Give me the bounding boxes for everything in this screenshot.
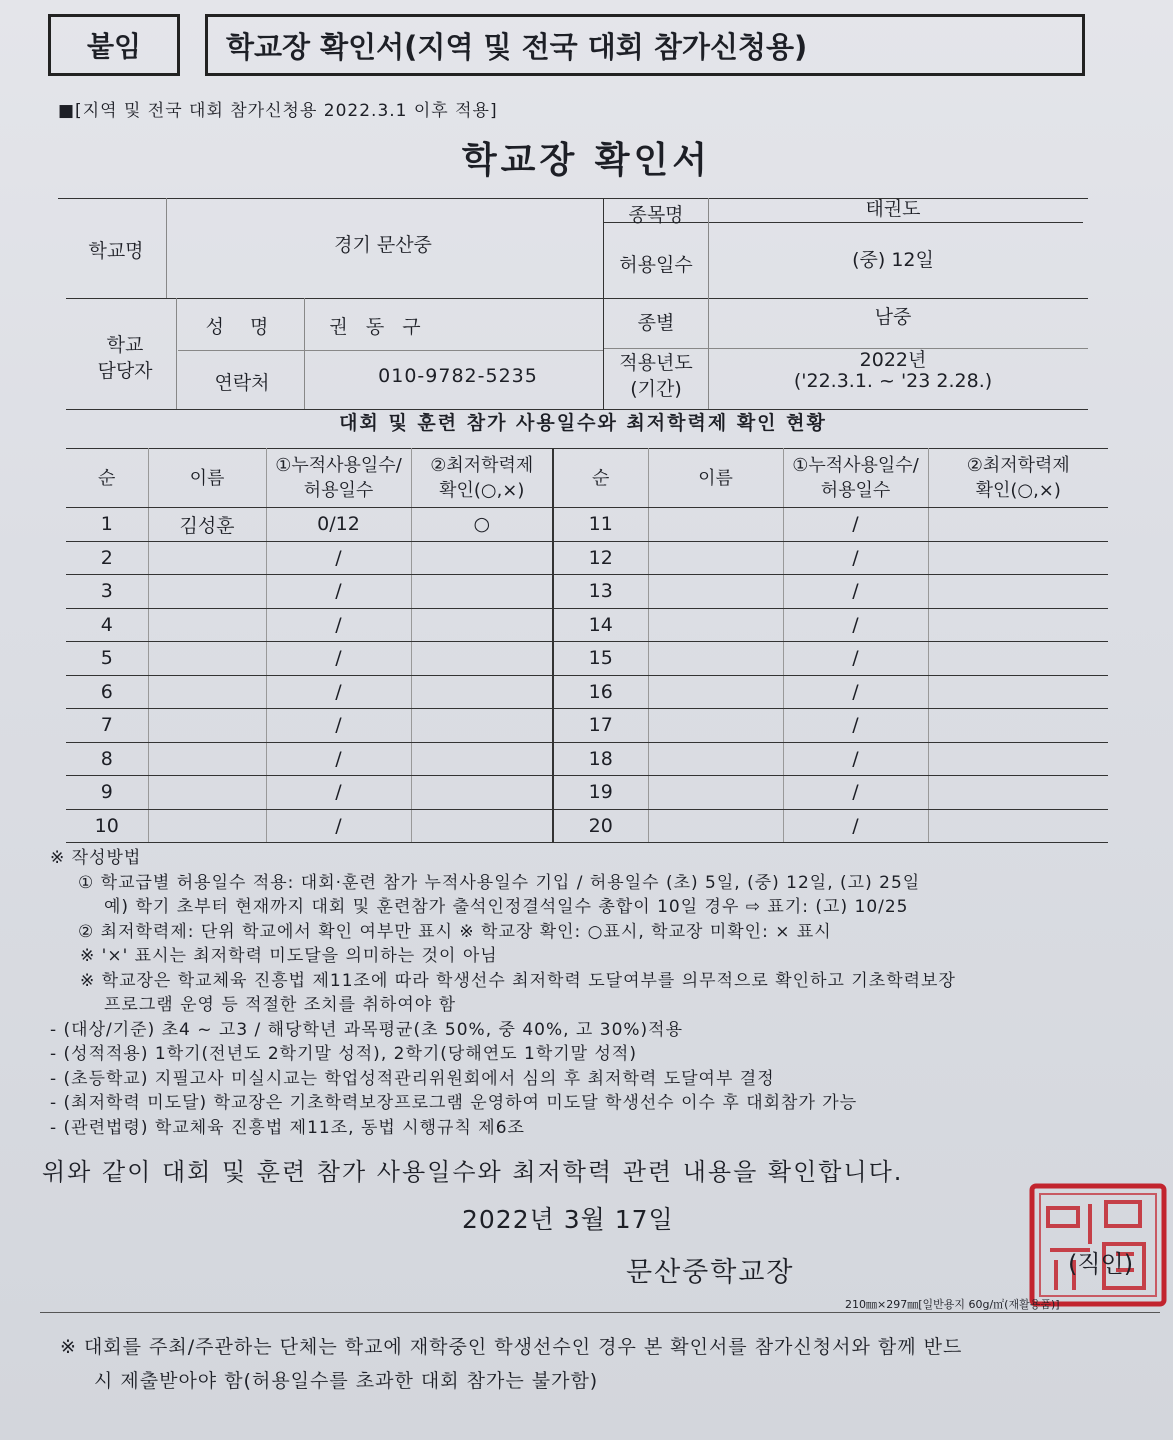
cell-no: 3: [66, 575, 148, 609]
cell-no: 1: [66, 508, 148, 542]
instruction-line: - (초등학교) 지필고사 미실시교는 학업성적관리위원회에서 심의 후 최저학력 도달여부 결정: [50, 1068, 775, 1089]
participation-table: [66, 448, 1108, 843]
cell-days: /: [783, 809, 928, 843]
header-name: 이름: [648, 449, 783, 508]
cell-no: 5: [66, 642, 148, 676]
cell-name: [148, 642, 266, 676]
cell-days: 0/12: [266, 508, 411, 542]
footnote-line1: ※ 대회를 주최/주관하는 단체는 학교에 재학중인 학생선수인 경우 본 확인서를 참가신청서와 함께 반드: [60, 1336, 963, 1358]
cell-name: [648, 575, 783, 609]
cell-check: [928, 742, 1108, 776]
cell-days: /: [783, 508, 928, 542]
cell-name: [148, 809, 266, 843]
cell-days: /: [266, 776, 411, 810]
cell-check: [928, 508, 1108, 542]
cell-check: [411, 809, 553, 843]
header-no: 순: [553, 449, 648, 508]
manager-label-line2: 담당자: [97, 360, 153, 382]
table-row: [66, 642, 1108, 676]
school-value: 경기 문산중: [334, 234, 432, 256]
header-check: ②최저학력제 확인(○,×): [928, 449, 1108, 508]
document-title: 학교장 확인서: [461, 140, 712, 181]
year-label-line2: (기간): [630, 378, 682, 400]
instruction-line: ① 학교급별 허용일수 적용: 대회·훈련 참가 누적사용일수 기입 / 허용일수 (초) 5일, (중) 12일, (고) 25일: [78, 872, 921, 893]
cell-no: 17: [553, 709, 648, 743]
status-section-title: 대회 및 훈련 참가 사용일수와 최저학력제 확인 현황: [339, 412, 827, 434]
instruction-line: ※ 학교장은 학교체육 진흥법 제11조에 따라 학생선수 최저학력 도달여부를 의무적으로 확인하고 기초학력보장: [80, 970, 956, 991]
cell-name: [648, 709, 783, 743]
cell-check: [411, 742, 553, 776]
form-title: 학교장 확인서(지역 및 전국 대회 참가신청용): [205, 14, 1085, 76]
cell-days: /: [266, 575, 411, 609]
cell-days: /: [783, 742, 928, 776]
table-row: [66, 575, 1108, 609]
instructions-section: [50, 846, 1150, 1140]
cell-no: 9: [66, 776, 148, 810]
cell-days: /: [266, 608, 411, 642]
cell-name: [148, 675, 266, 709]
cell-name: [648, 508, 783, 542]
seal-label: (직인): [1068, 1250, 1134, 1278]
sport-value: 태권도: [865, 198, 921, 220]
cell-check: [411, 541, 553, 575]
instruction-line: ※ 작성방법: [50, 848, 142, 868]
cell-no: 10: [66, 809, 148, 843]
allowed-days-label: 허용일수: [619, 254, 693, 276]
cell-check: [928, 608, 1108, 642]
instruction-line: ※ '×' 표시는 최저학력 미도달을 의미하는 것이 아님: [80, 946, 498, 966]
instruction-line: - (관련법령) 학교체육 진흥법 제11조, 동법 시행규칙 제6조: [50, 1117, 525, 1138]
cell-days: /: [266, 709, 411, 743]
contact-value: 010-9782-5235: [378, 365, 538, 387]
cell-check: [928, 776, 1108, 810]
cell-check: [928, 575, 1108, 609]
table-row: [66, 508, 1108, 542]
cell-no: 20: [553, 809, 648, 843]
cell-check: [928, 642, 1108, 676]
table-row: [66, 675, 1108, 709]
instruction-line: 예) 학기 초부터 현재까지 대회 및 훈련참가 출석인정결석일수 총합이 10일 경우 ⇨ 표기: (고) 10/25: [104, 897, 909, 917]
sport-label: 종목명: [628, 204, 684, 226]
table-row: [66, 709, 1108, 743]
cell-no: 7: [66, 709, 148, 743]
confirmation-statement: 위와 같이 대회 및 훈련 참가 사용일수와 최저학력 관련 내용을 확인합니다.: [42, 1158, 904, 1186]
category-value: 남중: [874, 306, 912, 328]
cell-check: [411, 675, 553, 709]
cell-name: 김성훈: [148, 508, 266, 542]
cell-name: [648, 541, 783, 575]
contact-label: 연락처: [214, 372, 270, 394]
cell-no: 16: [553, 675, 648, 709]
cell-no: 19: [553, 776, 648, 810]
cell-name: [648, 809, 783, 843]
cell-no: 11: [553, 508, 648, 542]
header-days: ①누적사용일수/ 허용일수: [266, 449, 411, 508]
cell-days: /: [783, 541, 928, 575]
cell-days: /: [783, 709, 928, 743]
cell-no: 6: [66, 675, 148, 709]
manager-label-line1: 학교: [106, 334, 144, 356]
cell-check: [411, 642, 553, 676]
cell-name: [648, 608, 783, 642]
cell-days: /: [783, 776, 928, 810]
instruction-line: ② 최저학력제: 단위 학교에서 확인 여부만 표시 ※ 학교장 확인: ○표시, 학교장 미확인: × 표시: [78, 921, 832, 942]
cell-days: /: [266, 675, 411, 709]
instruction-line: - (최저학력 미도달) 학교장은 기초학력보장프로그램 운영하여 미도달 학생선수 이수 후 대회참가 가능: [50, 1093, 858, 1113]
year-value: 2022년: [859, 349, 927, 371]
applicability-note: ■[지역 및 전국 대회 참가신청용 2022.3.1 이후 적용]: [58, 101, 498, 121]
info-block: [58, 190, 1088, 410]
header-name: 이름: [148, 449, 266, 508]
footnote: [60, 1330, 1150, 1398]
cell-days: /: [783, 642, 928, 676]
cell-no: 18: [553, 742, 648, 776]
period-value: ('22.3.1. ~ '23 2.28.): [793, 370, 993, 392]
cell-check: [411, 776, 553, 810]
cell-check: [928, 709, 1108, 743]
attachment-label: 붙임: [48, 14, 180, 76]
table-row: [66, 809, 1108, 843]
cell-days: /: [783, 608, 928, 642]
cell-name: [648, 742, 783, 776]
instruction-line: - (성적적용) 1학기(전년도 2학기말 성적), 2학기(당해연도 1학기말 성적): [50, 1044, 637, 1064]
cell-name: [148, 541, 266, 575]
header-check: ②최저학력제 확인(○,×): [411, 449, 553, 508]
cell-days: /: [266, 809, 411, 843]
cell-name: [148, 575, 266, 609]
principal-signature-line: 문산중학교장: [626, 1257, 795, 1288]
cell-check: [411, 709, 553, 743]
cell-check: [928, 541, 1108, 575]
category-label: 종별: [637, 312, 675, 334]
header-no: 순: [66, 449, 148, 508]
cell-no: 4: [66, 608, 148, 642]
cell-days: /: [266, 742, 411, 776]
cell-no: 14: [553, 608, 648, 642]
name-label: 성 명: [205, 316, 279, 338]
cell-name: [648, 642, 783, 676]
footnote-line2: 시 제출받아야 함(허용일수를 초과한 대회 참가는 불가함): [94, 1370, 599, 1392]
cell-no: 8: [66, 742, 148, 776]
divider: [40, 1312, 1160, 1313]
cell-days: /: [266, 541, 411, 575]
cell-check: ○: [411, 508, 553, 542]
issue-date: 2022년 3월 17일: [462, 1205, 674, 1234]
cell-days: /: [266, 642, 411, 676]
cell-name: [148, 776, 266, 810]
cell-name: [648, 675, 783, 709]
name-value: 권 동 구: [329, 316, 427, 338]
table-row: [66, 742, 1108, 776]
instruction-line: 프로그램 운영 등 적절한 조치를 취하여야 함: [104, 995, 457, 1015]
school-label: 학교명: [88, 240, 144, 262]
cell-check: [928, 675, 1108, 709]
header-days: ①누적사용일수/ 허용일수: [783, 449, 928, 508]
cell-name: [148, 742, 266, 776]
table-row: [66, 608, 1108, 642]
cell-no: 2: [66, 541, 148, 575]
allowed-days-value: (중) 12일: [852, 249, 934, 271]
paper-size-note: 210㎜×297㎜[일반용지 60g/㎡(재활용품)]: [845, 1298, 1060, 1311]
cell-check: [928, 809, 1108, 843]
cell-name: [148, 709, 266, 743]
cell-name: [648, 776, 783, 810]
cell-no: 12: [553, 541, 648, 575]
table-row: [66, 541, 1108, 575]
cell-check: [411, 575, 553, 609]
year-label-line1: 적용년도: [619, 352, 693, 374]
cell-days: /: [783, 575, 928, 609]
instruction-line: - (대상/기준) 초4 ~ 고3 / 해당학년 과목평균(초 50%, 중 40%, 고 30%)적용: [50, 1019, 684, 1040]
cell-no: 15: [553, 642, 648, 676]
cell-check: [411, 608, 553, 642]
cell-no: 13: [553, 575, 648, 609]
table-row: [66, 776, 1108, 810]
cell-name: [148, 608, 266, 642]
cell-days: /: [783, 675, 928, 709]
table-header-row: [66, 449, 1108, 508]
